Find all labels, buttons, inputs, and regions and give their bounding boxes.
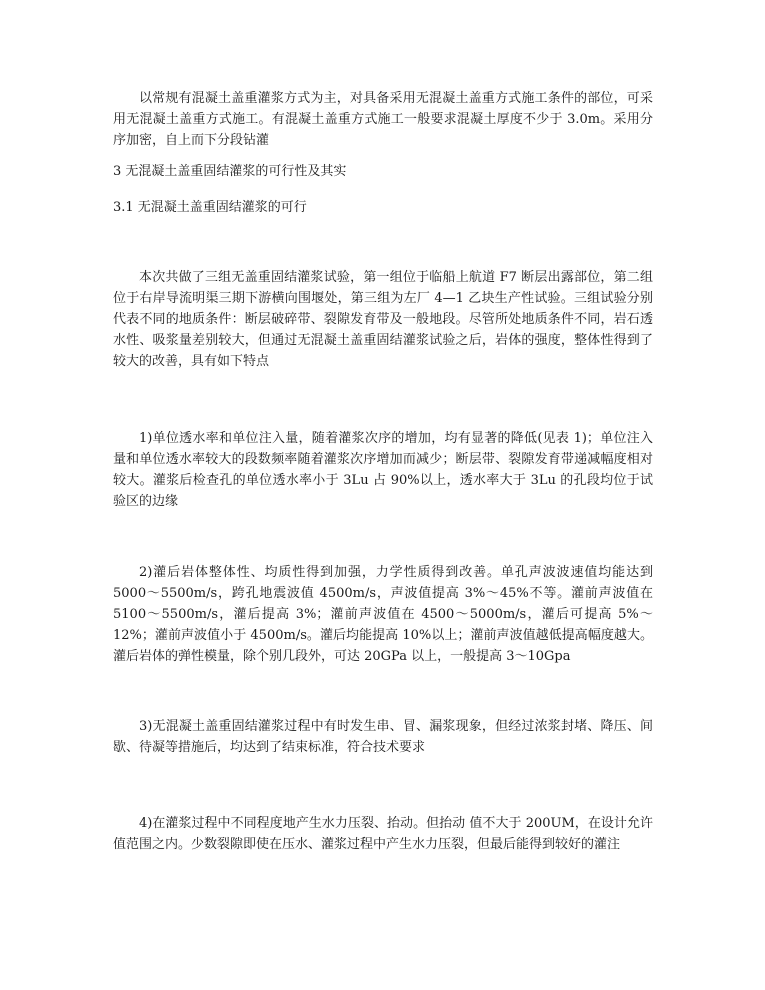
paragraph-item-3: 3)无混凝土盖重固结灌浆过程中有时发生串、冒、漏浆现象，但经过浓浆封堵、降压、间歇、待凝等措施后，均达到了结束标准，符合技术要求 xyxy=(113,719,653,755)
paragraph-item-2: 2)灌后岩体整体性、均质性得到加强，力学性质得到改善。单孔声波波速值均能达到 5000～5500m/s，跨孔地震波值 4500m/s，声波值提高 3%～45%不等。灌前声波值在 5100～5500m/s，灌后提高 3%；灌前声波值在 4500～5000m/s，灌后可提高 5%～12%；灌前声波值小于 4500m/s。灌后均能提高 10%以上；灌前声波值越低提高幅度越大。灌后岩体的弹性模量，除个别几段外，可达 20GPa 以上，一般提高 3～10Gpa xyxy=(113,565,653,664)
paragraph-item-1: 1)单位透水率和单位注入量，随着灌浆次序的增加，均有显著的降低(见表 1)；单位注入量和单位透水率较大的段数频率随着灌浆次序增加而减少；断层带、裂隙发育带递减幅度相对较大。灌浆后检查孔的单位透水率小于 3Lu 占 90%以上，透水率大于 3Lu 的孔段均位于试验区的边缘 xyxy=(113,431,654,509)
paragraph-item-4: 4)在灌浆过程中不同程度地产生水力压裂、抬动。但抬动 值不大于 200UM，在设计允许值范围之内。少数裂隙即使在压水、灌浆过程中产生水力压裂，但最后能得到较好的灌注 xyxy=(113,816,653,852)
section-heading-3: 3 无混凝土盖重固结灌浆的可行性及其实 xyxy=(113,164,347,179)
paragraph-tests: 本次共做了三组无盖重固结灌浆试验，第一组位于临船上航道 F7 断层出露部位，第二组位于右岸导流明渠三期下游横向围堰处，第三组为左厂 4—1 乙块生产性试验。三组试验分别代表不同的地质条件：断层破碎带、裂隙发育带及一般地段。尽管所处地质条件不同，岩石透水性、吸浆量差别较大，但通过无混凝土盖重固结灌浆试验之后，岩体的强度，整体性得到了较大的改善，具有如下特点 xyxy=(113,270,653,369)
section-heading-3-1: 3.1 无混凝土盖重固结灌浆的可行 xyxy=(113,200,307,215)
paragraph-intro: 以常规有混凝土盖重灌浆方式为主，对具备采用无混凝土盖重方式施工条件的部位，可采用无混凝土盖重方式施工。有混凝土盖重方式施工一般要求混凝土厚度不少于 3.0m。采用分序加密，自上而下分段钻灌 xyxy=(113,91,653,148)
